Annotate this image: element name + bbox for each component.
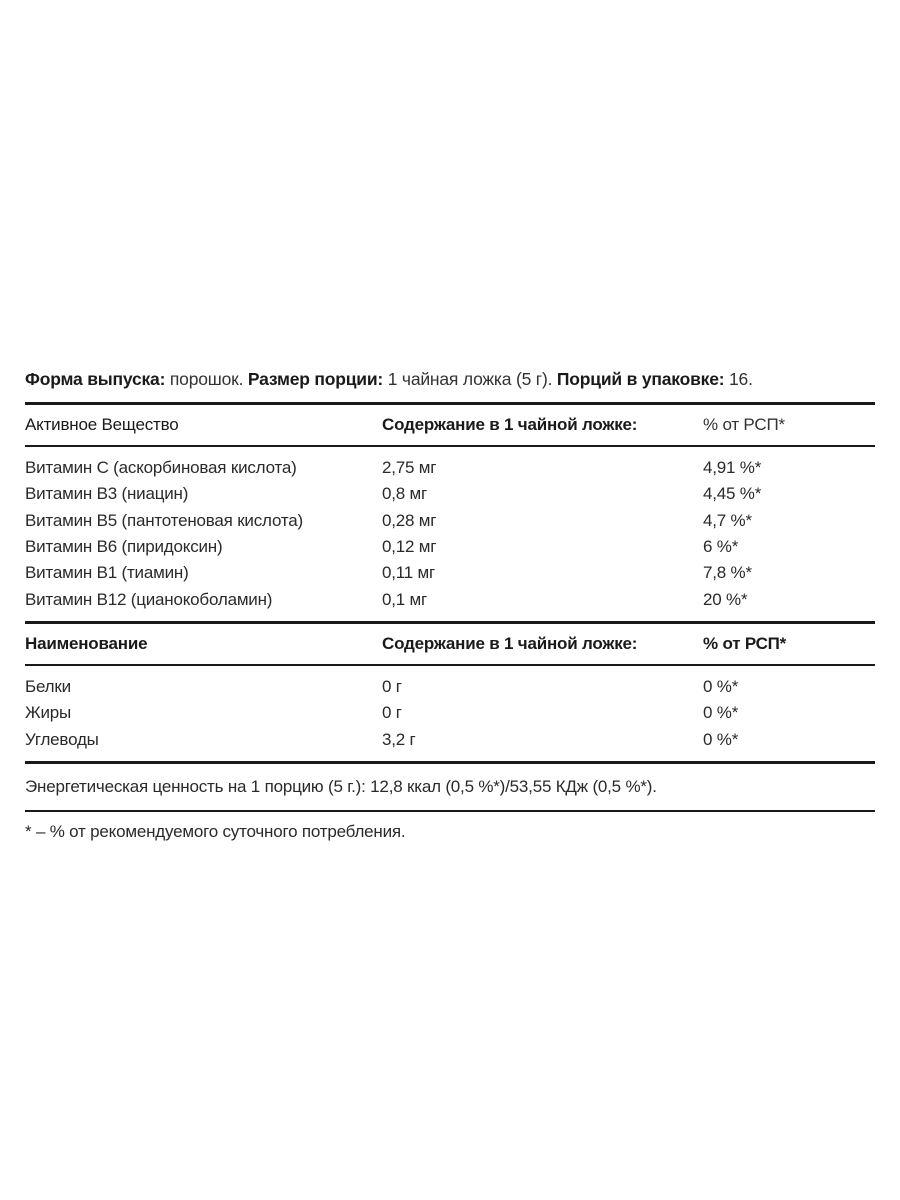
table-row [25, 560, 875, 586]
name-column-header: Наименование [25, 633, 148, 653]
rsp-footnote: * – % от рекомендуемого суточного потребления. [25, 821, 406, 841]
vitamin-name: Витамин В1 (тиамин) [25, 563, 189, 583]
nutrient-name: Жиры [25, 703, 72, 723]
vitamin-amount: 0,8 мг [382, 484, 428, 504]
divider [25, 810, 875, 812]
nutrient-name: Углеводы [25, 729, 99, 749]
table-row [25, 700, 875, 726]
table-row [25, 534, 875, 560]
nutrition-table-body [25, 666, 875, 761]
vitamins-table-body [25, 447, 875, 621]
rsp-column-header: % от РСП* [703, 633, 787, 653]
vitamin-rsp: 6 %* [703, 537, 739, 557]
vitamin-rsp: 4,45 %* [703, 484, 762, 504]
vitamin-name: Витамин В5 (пантотеновая кислота) [25, 510, 303, 530]
vitamin-amount: 0,12 мг [382, 537, 437, 557]
table-row [25, 586, 875, 612]
nutrient-rsp: 0 %* [703, 703, 739, 723]
vitamin-amount: 2,75 мг [382, 458, 437, 478]
energy-value-line: Энергетическая ценность на 1 порцию (5 г.): 12,8 ккал (0,5 %*)/53,55 КДж (0,5 %*). [25, 776, 657, 796]
product-info-line [25, 366, 875, 392]
content-column-header: Содержание в 1 чайной ложке: [382, 415, 638, 434]
vitamin-rsp: 20 %* [703, 589, 748, 609]
nutrient-rsp: 0 %* [703, 729, 739, 749]
form-value: порошок. [165, 369, 244, 389]
vitamin-name: Витамин В6 (пиридоксин) [25, 537, 223, 557]
table-row [25, 508, 875, 534]
nutrient-name: Белки [25, 676, 71, 696]
table-row [25, 674, 875, 700]
nutrient-amount: 0 г [382, 676, 402, 696]
vitamin-rsp: 4,91 %* [703, 458, 762, 478]
serving-size-label: Размер порции: [243, 369, 384, 389]
vitamin-rsp: 7,8 %* [703, 563, 752, 583]
vitamin-amount: 0,28 мг [382, 510, 437, 530]
vitamin-amount: 0,11 мг [382, 563, 436, 583]
vitamin-name: Витамин В12 (цианокоболамин) [25, 589, 273, 609]
vitamin-name: Витамин В3 (ниацин) [25, 484, 189, 504]
serving-size-value: 1 чайная ложка (5 г). [383, 369, 553, 389]
vitamin-rsp: 4,7 %* [703, 510, 752, 530]
nutrient-amount: 3,2 г [382, 729, 416, 749]
servings-per-pack-label: Порций в упаковке: [552, 369, 725, 389]
nutrition-table-header [25, 624, 875, 664]
table-row [25, 481, 875, 507]
nutrient-amount: 0 г [382, 703, 402, 723]
nutrient-rsp: 0 %* [703, 676, 739, 696]
servings-per-pack-value: 16. [724, 369, 753, 389]
vitamin-amount: 0,1 мг [382, 589, 428, 609]
vitamin-name: Витамин С (аскорбиновая кислота) [25, 458, 297, 478]
content-column-header: Содержание в 1 чайной ложке: [382, 633, 638, 653]
supplement-facts-panel [25, 366, 875, 842]
table-row [25, 455, 875, 481]
rsp-column-header: % от РСП* [703, 415, 785, 434]
table-row [25, 726, 875, 752]
form-label: Форма выпуска: [25, 369, 166, 389]
vitamins-table-header [25, 405, 875, 445]
substance-column-header: Активное Вещество [25, 415, 179, 434]
